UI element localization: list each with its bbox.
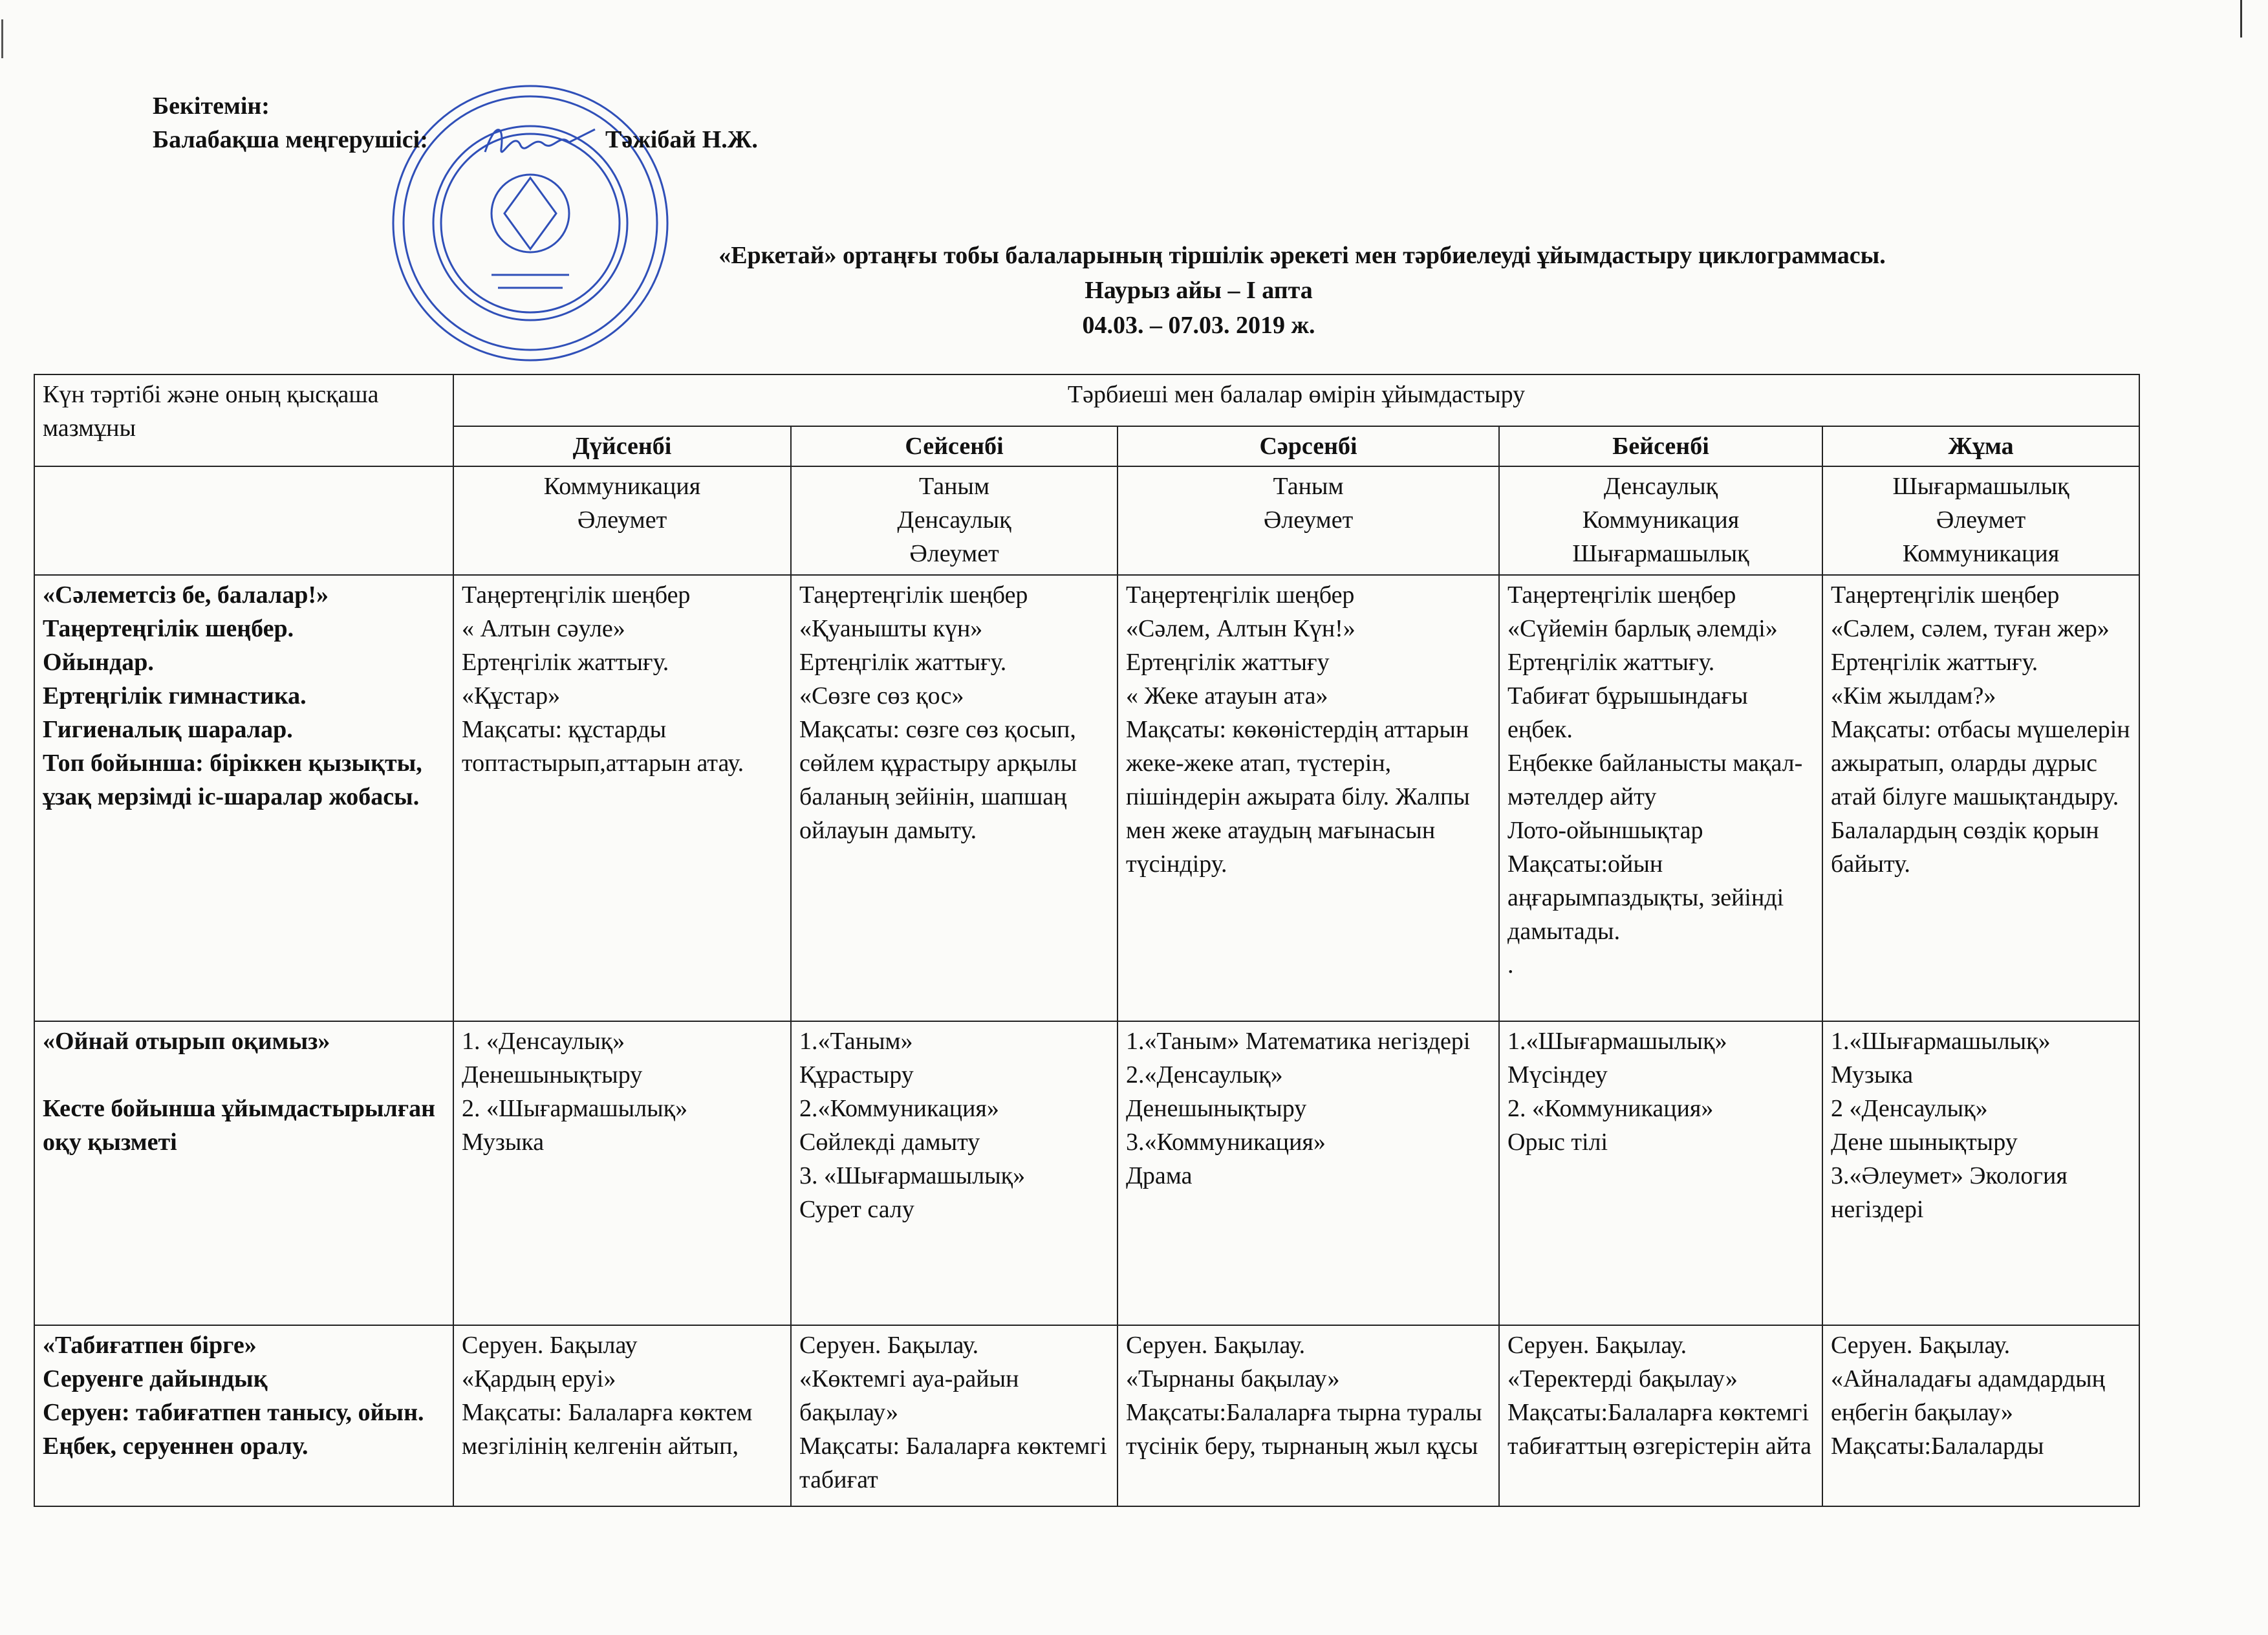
document-title-block — [0, 238, 2268, 343]
area-cell: Таным Әлеумет — [1118, 466, 1499, 575]
table-row — [34, 1325, 2139, 1506]
table-cell: Серуен. Бақылау. «Көктемгі ауа-райын бақылау» Мақсаты: Балаларға көктемгі табиғат — [791, 1325, 1118, 1506]
areas-left-empty — [34, 466, 453, 575]
scan-left-mark — [1, 19, 3, 58]
area-cell: Денсаулық Коммуникация Шығармашылық — [1499, 466, 1822, 575]
area-cell: Коммуникация Әлеумет — [453, 466, 791, 575]
handwritten-signature — [482, 116, 598, 168]
header-left-cell: Күн тәртібі және оның қысқаша мазмұны — [34, 374, 453, 466]
day-header: Сәрсенбі — [1118, 426, 1499, 466]
table-row — [34, 575, 2139, 1021]
table-row — [34, 1021, 2139, 1325]
table-cell: 1. «Денсаулық» Денешынықтыру 2. «Шығармашылық» Музыка — [453, 1021, 791, 1325]
row-label: «Табиғатпен бірге» Серуенге дайындық Серуен: табиғатпен танысу, ойын. Еңбек, серуеннен оралу. — [34, 1325, 453, 1506]
document-title: «Еркетай» ортаңғы тобы балаларының тіршілік әрекеті мен тәрбиелеуді ұйымдастыру циклограммасы. — [718, 242, 1886, 269]
day-header: Жұма — [1822, 426, 2139, 466]
table-cell: Таңертеңгілік шеңбер «Сәлем, Алтын Күн!» Ертеңгілік жаттығу « Жеке атауын ата» Мақсаты: көкөністердің аттарын жеке-жеке атап, түстерін, пішіндерін ажырата білу. Жалпы мен жеке атаудың мағынасын түсіндіру. — [1118, 575, 1499, 1021]
table-cell: Серуен. Бақылау «Қардың еруі» Мақсаты: Балаларға көктем мезгілінің келгенін айтып, — [453, 1325, 791, 1506]
row-label: «Ойнай отырып оқимыз» Кесте бойынша ұйымдастырылған оқу қызметі — [34, 1021, 453, 1325]
schedule-table — [34, 374, 2140, 1507]
table-cell: Таңертеңгілік шеңбер «Қуанышты күн» Ертеңгілік жаттығу. «Сөзге сөз қос» Мақсаты: сөзге сөз қосып, сөйлем құрастыру арқылы баланың зейінін, шапшаң ойлауын дамыту. — [791, 575, 1118, 1021]
area-cell: Шығармашылық Әлеумет Коммуникация — [1822, 466, 2139, 575]
day-header: Бейсенбі — [1499, 426, 1822, 466]
day-header: Дүйсенбі — [453, 426, 791, 466]
header-main-cell: Тәрбиеші мен балалар өмірін ұйымдастыру — [453, 374, 2139, 426]
scan-edge-mark — [2240, 0, 2268, 38]
row-label: «Сәлеметсіз бе, балалар!» Таңертеңгілік шеңбер. Ойындар. Ертеңгілік гимнастика. Гигиеналық шаралар. Топ бойынша: біріккен қызықты, ұзақ мерзімді іс-шаралар жобасы. — [34, 575, 453, 1021]
approval-label: Бекітемін: — [153, 92, 270, 120]
table-cell: 1.«Таным» Құрастыру 2.«Коммуникация» Сөйлекді дамыту 3. «Шығармашылық» Сурет салу — [791, 1021, 1118, 1325]
table-cell: Серуен. Бақылау. «Тырнаны бақылау» Мақсаты:Балаларға тырна туралы түсінік беру, тырнаның жыл құсы — [1118, 1325, 1499, 1506]
table-cell: 1.«Шығармашылық» Мүсіндеу 2. «Коммуникация» Орыс тілі — [1499, 1021, 1822, 1325]
table-cell: Серуен. Бақылау. «Айналадағы адамдардың еңбегін бақылау» Мақсаты:Балаларды — [1822, 1325, 2139, 1506]
document-subtitle-month: Наурыз айы – І апта — [1085, 277, 1313, 304]
area-cell: Таным Денсаулық Әлеумет — [791, 466, 1118, 575]
table-cell: 1.«Шығармашылық» Музыка 2 «Денсаулық» Дене шынықтыру 3.«Әлеумет» Экология негіздері — [1822, 1021, 2139, 1325]
areas-row — [34, 466, 2139, 575]
table-cell: Таңертеңгілік шеңбер «Сәлем, сәлем, туған жер» Ертеңгілік жаттығу. «Кім жылдам?» Мақсаты: отбасы мүшелерін ажыратып, оларды дұрыс атай білуге машықтандыру. Балалардың сөздік қорын байыту. — [1822, 575, 2139, 1021]
table-cell: Таңертеңгілік шеңбер « Алтын сәуле» Ертеңгілік жаттығу. «Құстар» Мақсаты: құстарды топтастырып,аттарын атау. — [453, 575, 791, 1021]
day-header: Сейсенбі — [791, 426, 1118, 466]
document-subtitle-dates: 04.03. – 07.03. 2019 ж. — [1082, 312, 1315, 339]
approval-position: Балабақша меңгерушісі: — [153, 126, 428, 153]
table-cell: Таңертеңгілік шеңбер «Сүйемін барлық әлемді» Ертеңгілік жаттығу. Табиғат бұрышындағы еңбек. Еңбекке байланысты мақал-мәтелдер айту Лото-ойыншықтар Мақсаты:ойын аңғарымпаздықты, зейінді дамытады. . — [1499, 575, 1822, 1021]
approval-block — [153, 89, 758, 157]
table-cell: Серуен. Бақылау. «Теректерді бақылау» Мақсаты:Балаларға көктемгі табиғаттың өзгерістерін айта — [1499, 1325, 1822, 1506]
table-cell: 1.«Таным» Математика негіздері 2.«Денсаулық» Денешынықтыру 3.«Коммуникация» Драма — [1118, 1021, 1499, 1325]
approval-name: Тәжібай Н.Ж. — [605, 126, 758, 153]
